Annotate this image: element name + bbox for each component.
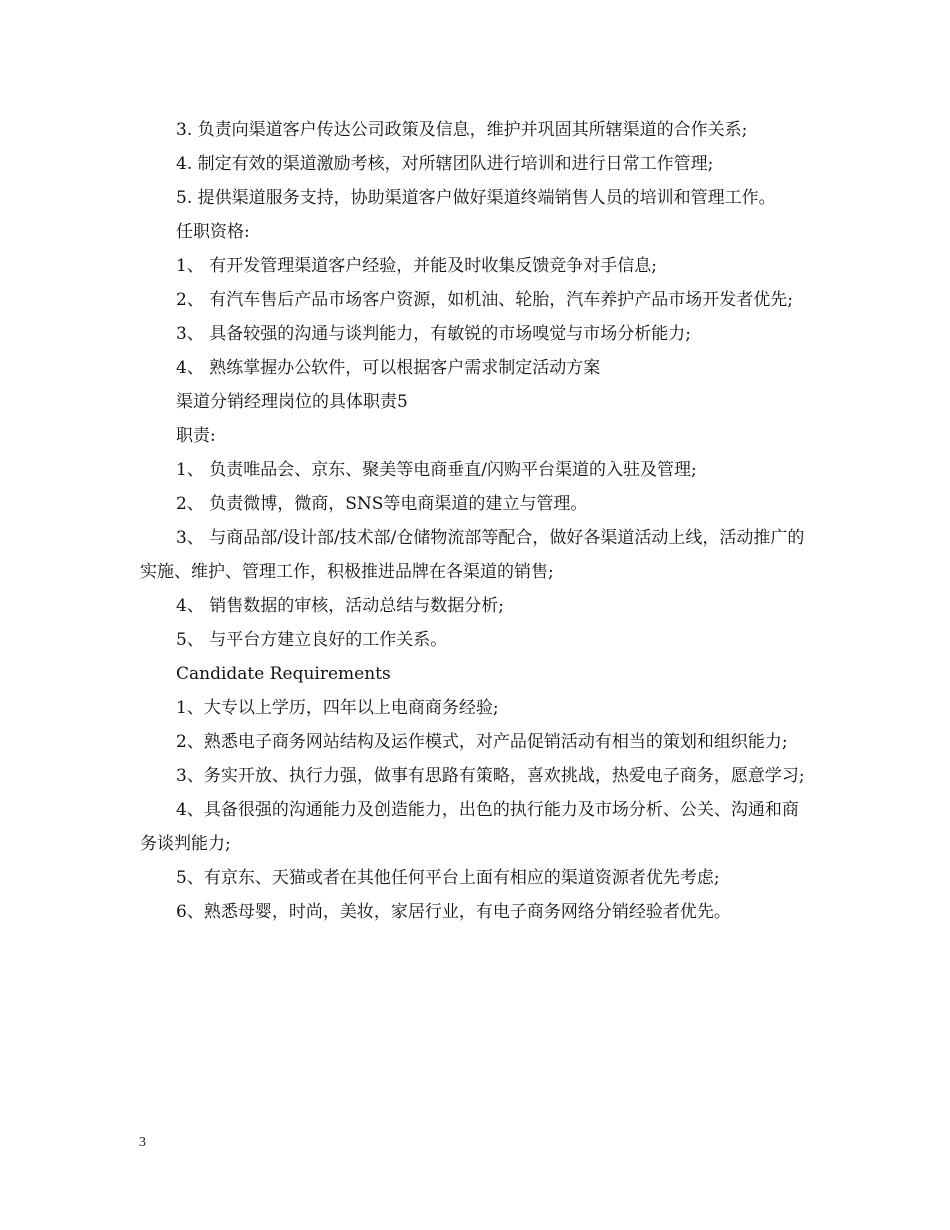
paragraph-requirement-1: 1、大专以上学历，四年以上电商商务经验; bbox=[176, 698, 499, 718]
paragraph-qualification-1: 1、 有开发管理渠道客户经验，并能及时收集反馈竞争对手信息; bbox=[176, 256, 657, 276]
paragraph-requirement-4: 4、具备很强的沟通能力及创造能力，出色的执行能力及市场分析、公关、沟通和商务谈判能力; bbox=[140, 800, 799, 854]
paragraph-duty-b5: 5、 与平台方建立良好的工作关系。 bbox=[176, 630, 448, 650]
heading-qualifications: 任职资格: bbox=[176, 222, 250, 242]
paragraph-duty-4: 4. 制定有效的渠道激励考核，对所辖团队进行培训和进行日常工作管理; bbox=[176, 154, 714, 174]
page-number: 3 bbox=[139, 1135, 146, 1150]
paragraph-requirement-3: 3、务实开放、执行力强，做事有思路有策略，喜欢挑战，热爱电子商务，愿意学习; bbox=[176, 766, 805, 786]
heading-duties: 职责: bbox=[176, 426, 216, 446]
paragraph-duty-5: 5. 提供渠道服务支持，协助渠道客户做好渠道终端销售人员的培训和管理工作。 bbox=[176, 188, 776, 208]
paragraph-duty-b2: 2、 负责微博，微商，SNS等电商渠道的建立与管理。 bbox=[176, 494, 588, 514]
paragraph-duty-3: 3. 负责向渠道客户传达公司政策及信息，维护并巩固其所辖渠道的合作关系; bbox=[176, 120, 748, 140]
heading-candidate-requirements: Candidate Requirements bbox=[176, 664, 391, 684]
paragraph-duty-b4: 4、 销售数据的审核，活动总结与数据分析; bbox=[176, 596, 504, 616]
section-title-position-5: 渠道分销经理岗位的具体职责5 bbox=[176, 392, 408, 412]
paragraph-requirement-2: 2、熟悉电子商务网站结构及运作模式，对产品促销活动有相当的策划和组织能力; bbox=[176, 732, 788, 752]
paragraph-qualification-4: 4、 熟练掌握办公软件，可以根据客户需求制定活动方案 bbox=[176, 358, 601, 378]
document-text-body bbox=[140, 113, 812, 929]
paragraph-qualification-3: 3、 具备较强的沟通与谈判能力，有敏锐的市场嗅觉与市场分析能力; bbox=[176, 324, 691, 344]
paragraph-duty-b3: 3、 与商品部/设计部/技术部/仓储物流部等配合，做好各渠道活动上线，活动推广的实施、维护、管理工作，积极推进品牌在各渠道的销售; bbox=[140, 528, 805, 582]
paragraph-qualification-2: 2、 有汽车售后产品市场客户资源，如机油、轮胎，汽车养护产品市场开发者优先; bbox=[176, 290, 793, 310]
paragraph-requirement-6: 6、熟悉母婴，时尚，美妆，家居行业，有电子商务网络分销经验者优先。 bbox=[176, 902, 731, 922]
paragraph-requirement-5: 5、有京东、天猫或者在其他任何平台上面有相应的渠道资源者优先考虑; bbox=[176, 868, 720, 888]
paragraph-duty-b1: 1、 负责唯品会、京东、聚美等电商垂直/闪购平台渠道的入驻及管理; bbox=[176, 460, 697, 480]
